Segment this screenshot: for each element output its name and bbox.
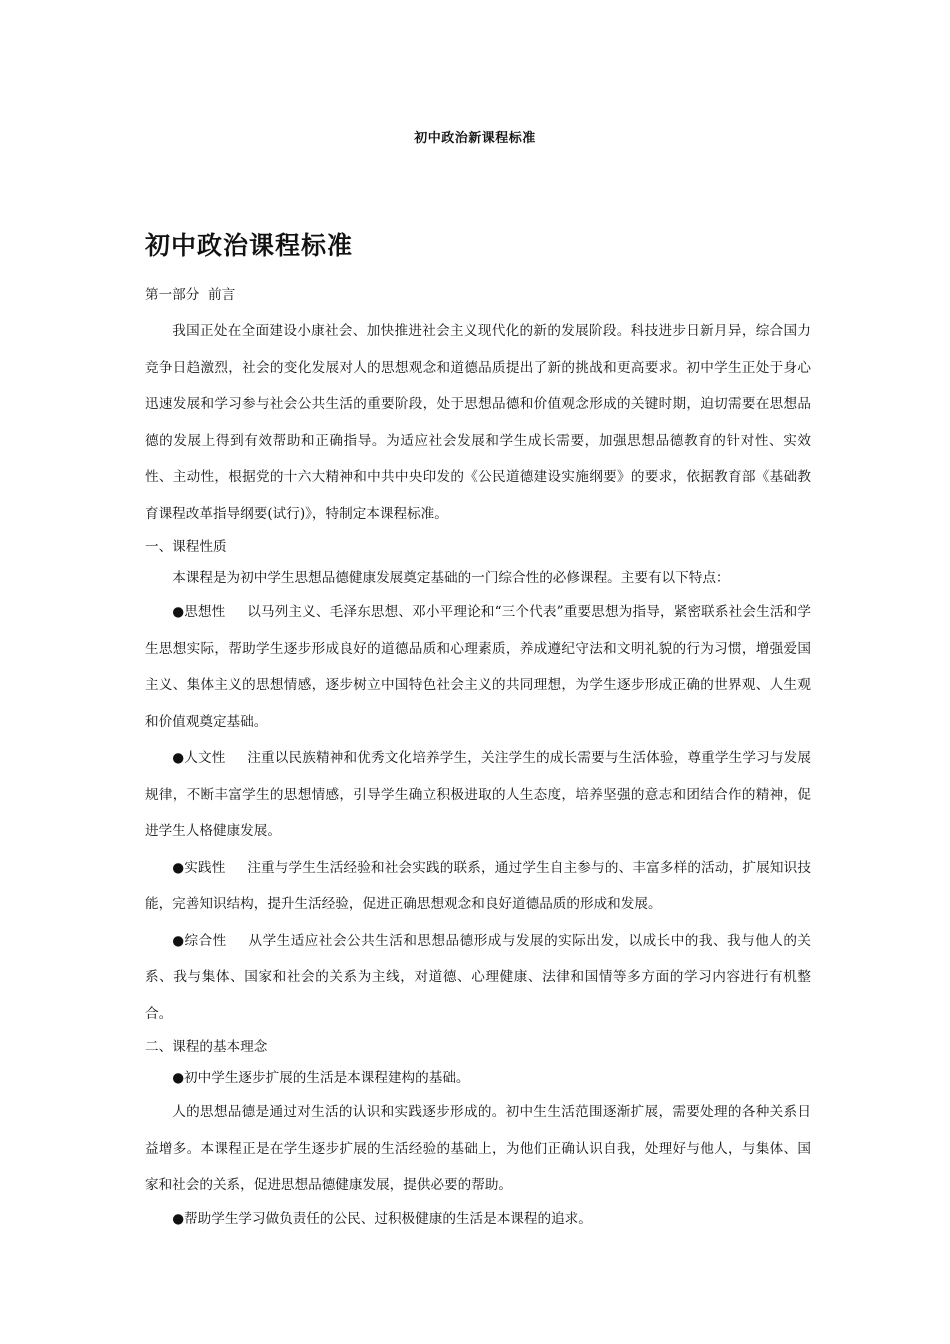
- feature-term: ●人文性: [172, 750, 226, 766]
- feature-term: ●综合性: [172, 932, 227, 949]
- intro-paragraph: 我国正处在全面建设小康社会、加快推进社会主义现代化的新的发展阶段。科技进步日新月异，综合国力竞争日趋激烈，社会的变化发展对人的思想观念和道德品质提出了新的挑战和更高要求。初中学生正处于身心迅速发展和学习参与社会公共生活的重要阶段，处于思想品德和价值观念形成的关键时期，迫切需要在思想品德的发展上得到有效帮助和正确指导。为适应社会发展和学生成长需要，加强思想品德教育的针对性、实效性、主动性，根据党的十六大精神和中共中央印发的《公民道德建设实施纲要》的要求，依据教育部《基础教育课程改革指导纲要(试行)》，特制定本课程标准。: [145, 323, 811, 522]
- feature-text: 以马列主义、毛泽东思想、邓小平理论和“三个代表”重要思想为指导，紧密联系社会生活和学生思想实际，帮助学生逐步形成良好的道德品质和心理素质，养成遵纪守法和文明礼貌的行为习惯，增强爱国主义、集体主义的思想情感，逐步树立中国特色社会主义的共同理想，为学生逐步形成正确的世界观、人生观和价值观奠定基础。: [145, 604, 811, 730]
- feature-paragraph: [145, 740, 811, 850]
- feature-text: 注重与学生生活经验和社会实践的联系，通过学生自主参与的、丰富多样的活动，扩展知识技能，完善知识结构，提升生活经验，促进正确思想观念和良好道德品质的形成和发展。: [145, 859, 811, 912]
- section2-point2: ●帮助学生学习做负责任的公民、过积极健康的生活是本课程的追求。: [172, 1210, 592, 1227]
- section2-heading: 二、课程的基本理念: [145, 1039, 268, 1055]
- section2-point1-text: 人的思想品德是通过对生活的认识和实践逐步形成的。初中生生活范围逐渐扩展，需要处理的各种关系日益增多。本课程正是在学生逐步扩展的生活经验的基础上，为他们正确认识自我，处理好与他人，与集体、国家和社会的关系，促进思想品德健康发展，提供必要的帮助。: [145, 1104, 811, 1193]
- feature-term: ●思想性: [172, 604, 226, 620]
- feature-text: 注重以民族精神和优秀文化培养学生，关注学生的成长需要与生活体验，尊重学生学习与发展规律，不断丰富学生的思想情感，引导学生确立积极进取的人生态度，培养坚强的意志和团结合作的精神，促进学生人格健康发展。: [145, 750, 811, 839]
- feature-paragraph: [145, 850, 811, 923]
- document-body: [145, 280, 811, 1235]
- part-heading: 第一部分 前言: [145, 287, 236, 303]
- feature-term: ●实践性: [172, 859, 226, 876]
- feature-text: 从学生适应社会公共生活和思想品德形成与发展的实际出发，以成长中的我、我与他人的关系、我与集体、国家和社会的关系为主线，对道德、心理健康、法律和国情等多方面的学习内容进行有机整合。: [145, 932, 811, 1022]
- feature-paragraph: [145, 594, 811, 740]
- document-title: 初中政治课程标准: [145, 231, 354, 260]
- section2-point1: ●初中学生逐步扩展的生活是本课程建构的基础。: [172, 1070, 470, 1086]
- section1-heading: 一、课程性质: [145, 539, 227, 555]
- feature-paragraph: [145, 923, 811, 1033]
- document-header: 初中政治新课程标准: [414, 131, 536, 146]
- section1-intro: 本课程是为初中学生思想品德健康发展奠定基础的一门综合性的必修课程。主要有以下特点：: [172, 570, 730, 586]
